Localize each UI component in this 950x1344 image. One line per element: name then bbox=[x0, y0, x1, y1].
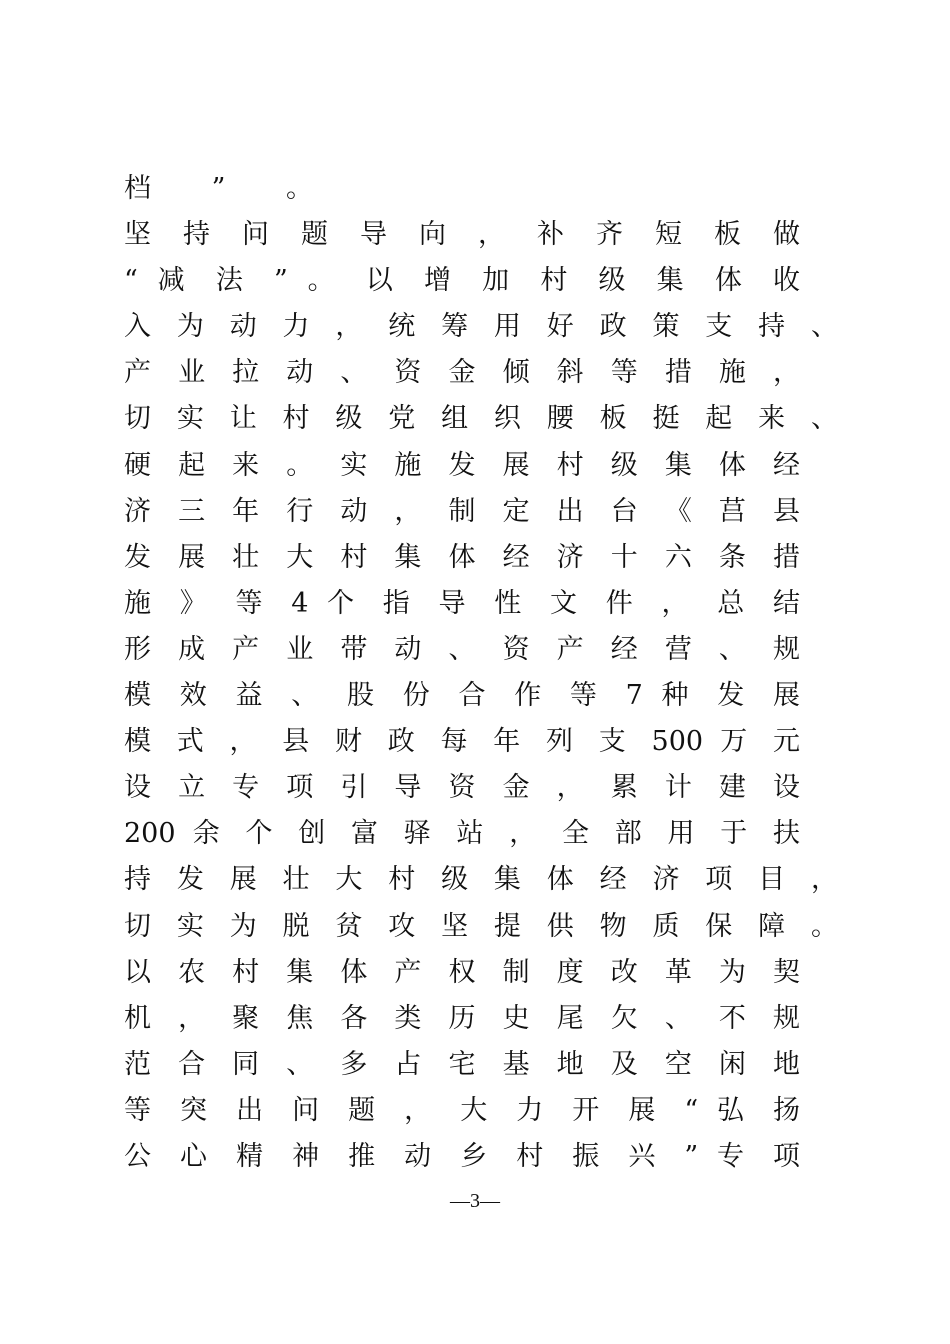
text-line: 切 实 让 村 级 党 组 织 腰 板 挺 起 来 、 bbox=[124, 403, 838, 435]
text-line: 档 ” 。 bbox=[124, 173, 339, 204]
text-line: 设 立 专 项 引 导 资 金 ， 累 计 建 设 bbox=[124, 772, 800, 804]
text-line: 200 余 个 创 富 驿 站 ， 全 部 用 于 扶 bbox=[124, 818, 800, 850]
text-line: 坚 持 问 题 导 向 ， 补 齐 短 板 做 bbox=[124, 219, 800, 251]
text-line: 产 业 拉 动 、 资 金 倾 斜 等 措 施 ， bbox=[124, 357, 800, 389]
text-line: 施 》 等 4 个 指 导 性 文 件 ， 总 结 bbox=[124, 587, 800, 619]
text-line: 发 展 壮 大 村 集 体 经 济 十 六 条 措 bbox=[124, 541, 800, 573]
text-line: 持 发 展 壮 大 村 级 集 体 经 济 项 目 ， bbox=[124, 864, 838, 896]
text-line: 等 突 出 问 题 ， 大 力 开 展 “ 弘 扬 bbox=[124, 1094, 800, 1126]
text-line: 范 合 同 、 多 占 宅 基 地 及 空 闲 地 bbox=[124, 1048, 800, 1080]
text-line: “ 减 法 ” 。 以 增 加 村 级 集 体 收 bbox=[124, 265, 800, 297]
text-line: 模 效 益 、 股 份 合 作 等 7 种 发 展 bbox=[124, 680, 800, 712]
body-text bbox=[124, 166, 844, 1180]
text-line: 形 成 产 业 带 动 、 资 产 经 营 、 规 bbox=[124, 633, 800, 665]
text-line: 模 式 ， 县 财 政 每 年 列 支 500 万 元 bbox=[124, 726, 800, 758]
text-line: 济 三 年 行 动 ， 制 定 出 台 《 莒 县 bbox=[124, 495, 800, 527]
page-number: —3— bbox=[450, 1190, 500, 1212]
text-line: 公 心 精 神 推 动 乡 村 振 兴 ” 专 项 bbox=[124, 1140, 800, 1172]
text-line: 以 农 村 集 体 产 权 制 度 改 革 为 契 bbox=[124, 956, 800, 988]
text-line: 硬 起 来 。 实 施 发 展 村 级 集 体 经 bbox=[124, 449, 800, 481]
text-line: 入 为 动 力 ， 统 筹 用 好 政 策 支 持 、 bbox=[124, 311, 838, 343]
text-line: 机 ， 聚 焦 各 类 历 史 尾 欠 、 不 规 bbox=[124, 1002, 800, 1034]
text-line: 切 实 为 脱 贫 攻 坚 提 供 物 质 保 障 。 bbox=[124, 910, 838, 942]
